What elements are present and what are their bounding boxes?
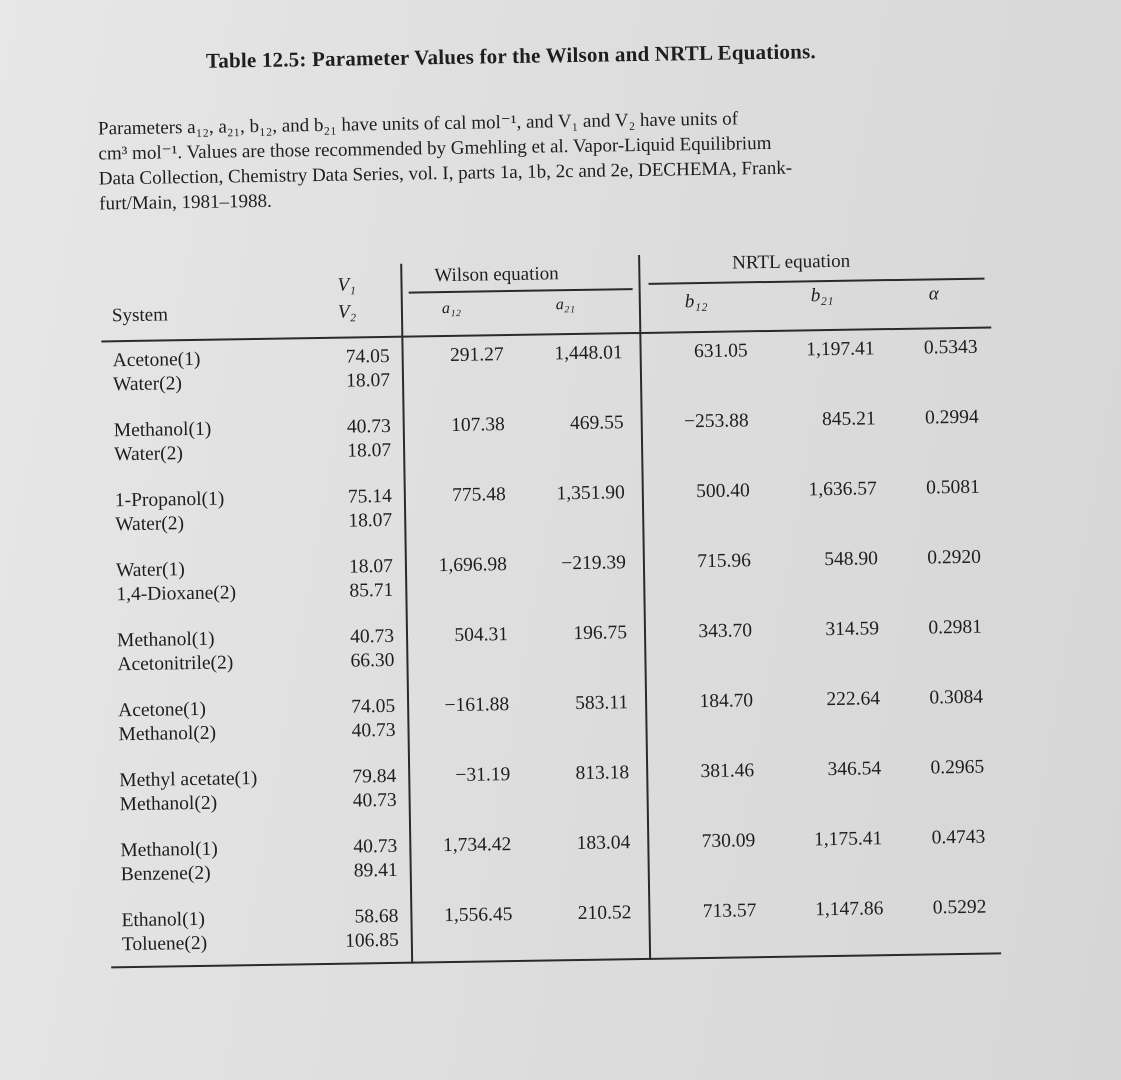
header-b12: b₁₂ [684,290,708,313]
cell-v2: 18.07 [347,439,392,462]
cell-v1: 74.05 [351,695,396,718]
cell-alpha: 0.5081 [925,476,980,499]
cell-alpha: 0.5343 [923,336,978,359]
cell-system-component-2: 1,4-Dioxane(2) [116,582,237,606]
description-line: furt/Main, 1981–1988. [99,190,272,215]
cell-alpha: 0.2981 [928,616,983,639]
cell-v1: 75.14 [347,485,393,508]
cell-system-component-1: Methanol(1) [113,418,212,442]
cell-a12: 775.48 [452,484,506,506]
cell-alpha: 0.4743 [931,826,986,849]
cell-a12: 504.31 [454,624,509,646]
cell-system-component-1: Ethanol(1) [121,908,206,932]
cell-a12: −31.19 [455,764,511,786]
cell-alpha: 0.2994 [924,406,979,429]
cell-a21: 583.11 [575,692,629,715]
cell-v2: 106.85 [345,929,399,952]
cell-v1: 18.07 [348,555,394,578]
cell-b21: 845.21 [821,408,876,431]
cell-system-component-2: Toluene(2) [121,932,208,956]
cell-v2: 40.73 [352,789,397,812]
header-b21: b₂₁ [810,284,834,307]
cell-b21: 1,636.57 [808,478,877,501]
cell-system-component-1: Acetone(1) [112,348,201,372]
cell-a21: 1,351.90 [556,482,625,505]
cell-b21: 1,197.41 [806,338,875,361]
header-wilson-group: Wilson equation [434,263,559,287]
header-system: System [111,304,169,327]
cell-v2: 18.07 [348,509,393,532]
header-v1: V₁ [337,274,356,296]
cell-a21: −219.39 [561,552,627,575]
cell-a21: 469.55 [569,412,624,435]
cell-b21: 222.64 [826,688,881,711]
header-v2: V₂ [337,301,357,323]
cell-system-component-2: Methanol(2) [119,792,218,816]
cell-b12: 713.57 [702,900,757,923]
cell-a21: 183.04 [576,832,631,855]
cell-v1: 79.84 [352,765,397,788]
column-separator [400,264,412,964]
cell-v2: 18.07 [345,369,391,392]
cell-system-component-2: Water(2) [113,443,184,466]
cell-v1: 40.73 [346,415,391,438]
cell-a12: −161.88 [444,694,510,717]
cell-v2: 85.71 [349,579,394,602]
header-alpha: α [928,283,939,305]
cell-a12: 107.38 [450,414,505,436]
header-nrtl-group: NRTL equation [732,250,851,274]
header-a12: a₁₂ [441,299,462,318]
header-a21: a₂₁ [555,296,576,314]
cell-system-component-1: Methanol(1) [120,838,219,862]
cell-a12: 1,696.98 [438,554,508,577]
cell-a21: 196.75 [573,622,628,645]
cell-b21: 314.59 [825,618,880,641]
cell-b12: 631.05 [693,340,748,363]
cell-system-component-1: Acetone(1) [118,698,207,722]
cell-b21: 548.90 [824,548,879,571]
cell-system-component-2: Water(2) [112,373,183,396]
cell-system-component-2: Benzene(2) [120,862,211,886]
description-line: Parameters a₁₂, a₂₁, b₁₂, and b₂₁ have units of cal mol⁻¹, and V₁ and V₂ have units of [97,108,739,140]
cell-b12: 184.70 [699,690,754,713]
cell-v2: 89.41 [353,859,398,882]
cell-a12: 1,734.42 [442,834,512,857]
cell-a12: 291.27 [449,344,504,366]
cell-a12: 1,556.45 [444,904,513,927]
cell-alpha: 0.2920 [927,546,982,569]
description-line: Data Collection, Chemistry Data Series, vol. I, parts 1a, 1b, 2c and 2e, DECHEMA, Frank- [98,157,793,190]
cell-alpha: 0.3084 [929,686,984,709]
cell-system-component-1: Water(1) [115,559,185,582]
cell-alpha: 0.5292 [932,896,987,919]
cell-a21: 210.52 [577,902,632,925]
table-title: Table 12.5: Parameter Values for the Wilson and NRTL Equations. [205,39,816,73]
bottom-rule [111,952,1001,968]
cell-system-component-2: Methanol(2) [118,722,217,746]
cell-v1: 40.73 [350,625,395,648]
cell-b12: 715.96 [697,550,752,573]
wilson-group-underline [409,288,633,293]
cell-v1: 40.73 [353,835,398,858]
cell-v1: 58.68 [354,905,399,928]
cell-system-component-2: Water(2) [115,513,185,536]
cell-system-component-2: Acetonitrile(2) [117,652,234,676]
cell-v2: 40.73 [351,719,396,742]
cell-b21: 346.54 [827,758,882,781]
cell-b21: 1,175.41 [813,828,883,851]
cell-a21: 813.18 [575,762,630,785]
cell-b12: 730.09 [701,830,756,853]
table-description [98,101,1054,216]
cell-b12: 343.70 [698,620,753,643]
cell-b12: −253.88 [683,410,749,433]
cell-system-component-1: 1-Propanol(1) [114,488,225,512]
cell-a21: 1,448.01 [554,342,623,365]
description-line: cm³ mol⁻¹. Values are those recommended by Gmehling et al. Vapor-Liquid Equilibrium [98,132,772,165]
cell-alpha: 0.2965 [930,756,985,779]
cell-v1: 74.05 [345,345,390,368]
cell-b21: 1,147.86 [814,898,884,921]
cell-system-component-1: Methyl acetate(1) [119,768,258,792]
cell-b12: 381.46 [700,760,755,783]
cell-b12: 500.40 [696,480,750,503]
cell-system-component-1: Methanol(1) [116,628,215,652]
cell-v2: 66.30 [350,649,395,672]
